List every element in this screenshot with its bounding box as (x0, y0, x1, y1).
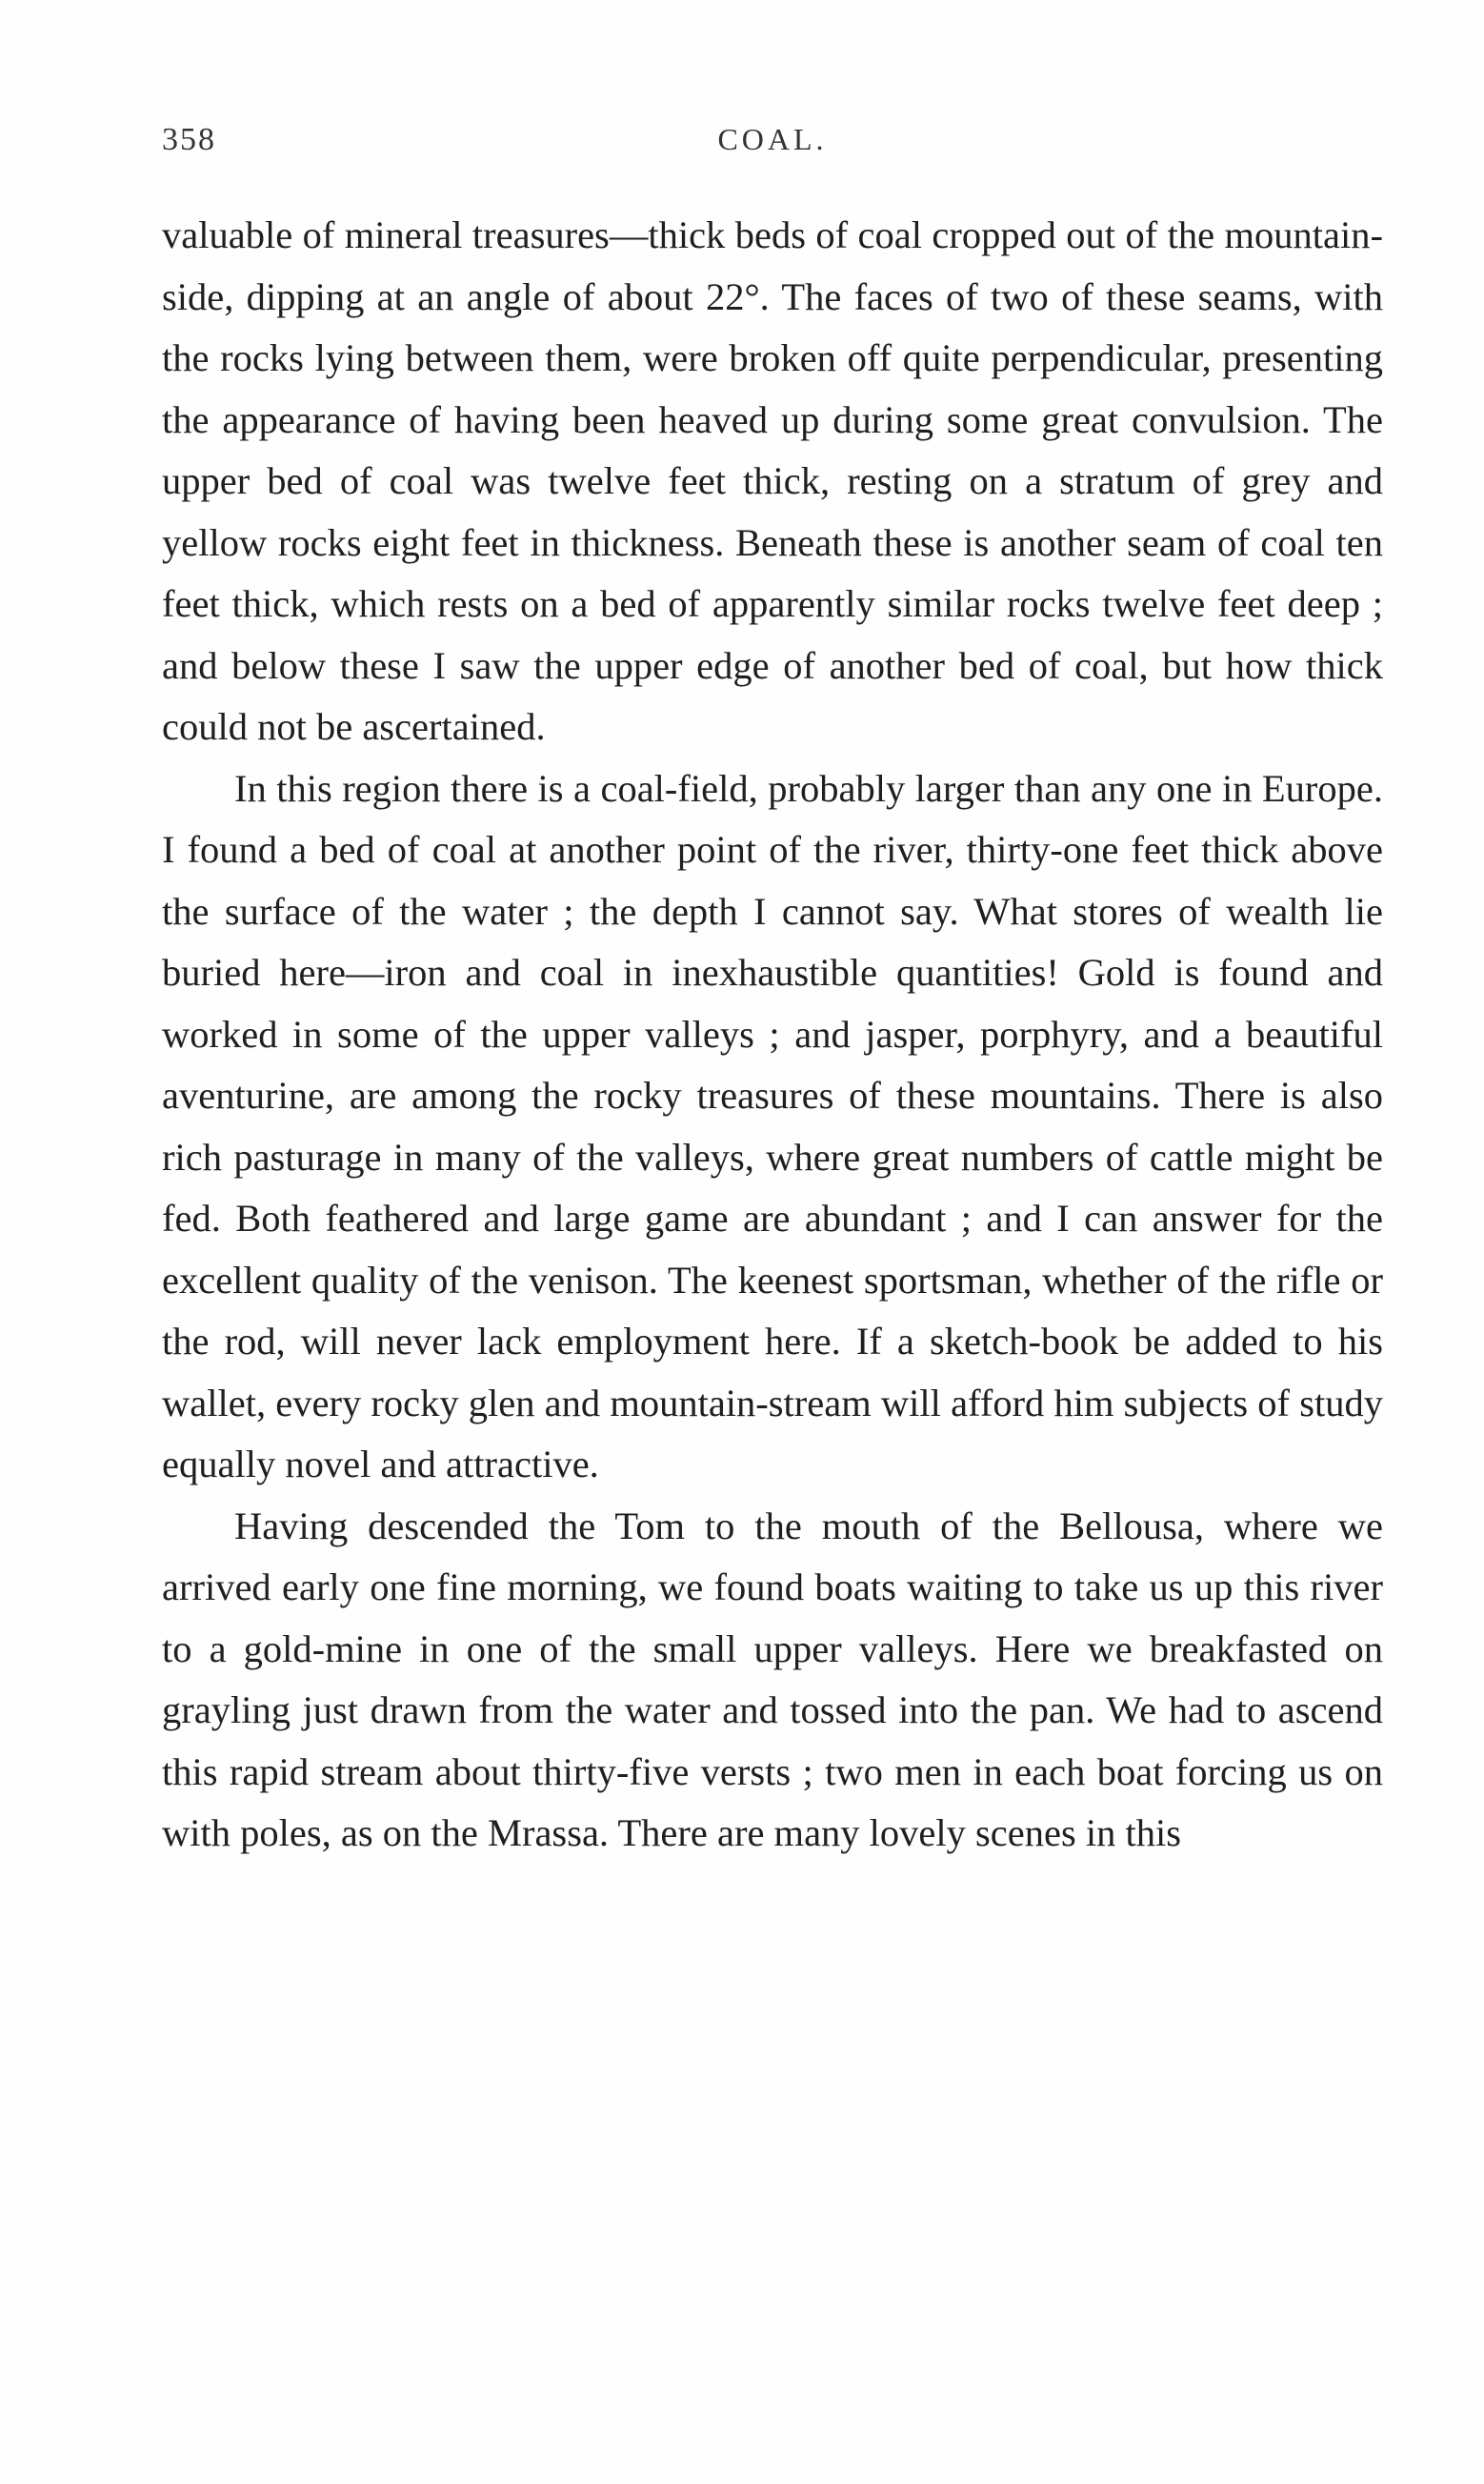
paragraph-coal-field: In this region there is a coal-field, probably larger than any one in Europe. I found a bed of coal at another point of the river, thirty-one feet thick above the surface of the water ; the depth I cannot say. What stores of wealth lie buried here—iron and coal in inexhaustible quantities! Gold is found and worked in some of the upper valleys ; and jasper, porphyry, and a beautiful aventurine, are among the rocky treasures of these mountains. There is also rich pasturage in many of the valleys, where great numbers of cattle might be fed. Both feathered and large game are abundant ; and I can answer for the excellent quality of the venison. The keenest sportsman, whether of the rifle or the rod, will never lack employment here. If a sketch-book be added to his wallet, every rocky glen and mountain-stream will afford him subjects of study equally novel and attractive. (162, 766, 1383, 1485)
paragraph-bellousa: Having descended the Tom to the mouth of the Bellousa, where we arrived early one fine morning, we found boats waiting to take us up this river to a gold-mine in one of the small upper valleys. Here we breakfasted on grayling just drawn from the water and tossed into the pan. We had to ascend this rapid stream about thirty-five versts ; two men in each boat forcing us on with poles, as on the Mrassa. There are many lovely scenes in this (162, 1504, 1383, 1854)
body-text (162, 205, 1383, 1865)
page-number: 358 (162, 122, 216, 157)
running-head-title: COAL. (717, 122, 828, 156)
paragraph-continued: valuable of mineral treasures—thick beds of coal cropped out of the mountain-side, dipping at an angle of about 22°. The faces of two of these seams, with the rocks lying between them, were broken off quite perpendicular, presenting the appearance of having been heaved up during some great convulsion. The upper bed of coal was twelve feet thick, resting on a stratum of grey and yellow rocks eight feet in thickness. Beneath these is another seam of coal ten feet thick, which rests on a bed of apparently similar rocks twelve feet deep ; and below these I saw the upper edge of another bed of coal, but how thick could not be ascertained. (162, 213, 1383, 748)
running-head (162, 122, 1383, 170)
